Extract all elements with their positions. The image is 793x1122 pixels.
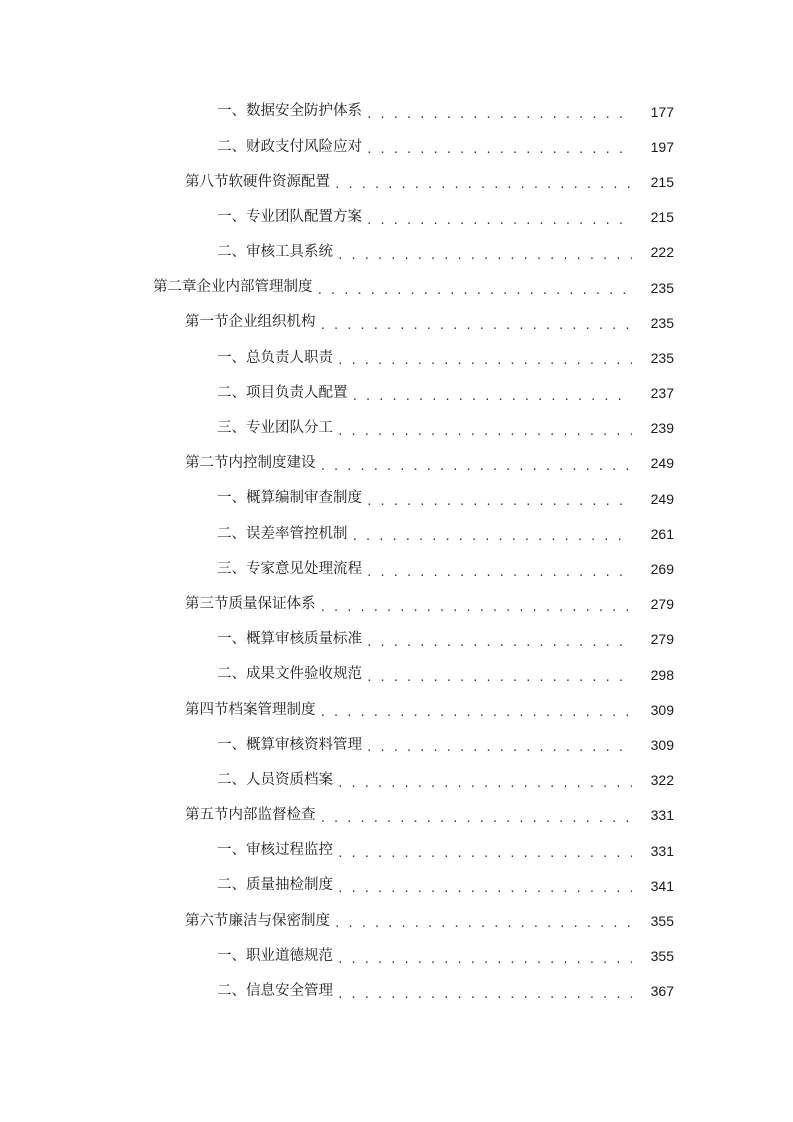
toc-entry-title: 企业内部管理制度 (196, 279, 313, 296)
toc-entry-item[interactable] (0, 235, 793, 270)
toc-entry-number: 一、 (217, 631, 246, 648)
toc-entry-number: 一、 (217, 208, 246, 225)
toc-entry-chapter[interactable] (0, 270, 793, 305)
toc-entry-item[interactable] (0, 622, 793, 657)
toc-entry-title: 质量保证体系 (228, 595, 316, 612)
toc-entry-number: 二、 (217, 877, 246, 894)
dot-leader (320, 707, 633, 718)
toc-entry-number: 第二节 (185, 455, 229, 472)
dot-leader (352, 531, 633, 542)
toc-entry-title: 财政支付风险应对 (246, 138, 362, 155)
dot-leader (337, 848, 632, 859)
toc-entry-section[interactable] (0, 587, 793, 622)
toc-entry-page-number: 237 (650, 385, 674, 402)
toc-entry-number: 一、 (217, 103, 246, 120)
toc-entry-page-number: 331 (650, 842, 674, 859)
dot-leader (334, 179, 632, 190)
toc-entry-page-number: 249 (650, 455, 674, 472)
toc-entry-item[interactable] (0, 974, 793, 1009)
toc-entry-number: 第八节 (185, 173, 229, 190)
toc-entry-number: 第四节 (185, 701, 229, 718)
toc-entry-title: 专家意见处理流程 (246, 560, 362, 577)
toc-entry-page-number: 215 (650, 209, 674, 226)
dot-leader (366, 637, 632, 648)
toc-entry-page-number: 235 (650, 349, 674, 366)
toc-entry-page-number: 322 (650, 772, 674, 789)
toc-entry-page-number: 355 (650, 948, 674, 965)
toc-entry-page-number: 235 (650, 314, 674, 331)
toc-entry-page-number: 355 (650, 912, 674, 929)
toc-entry-section[interactable] (0, 446, 793, 481)
toc-entry-item[interactable] (0, 833, 793, 868)
toc-entry-number: 一、 (217, 490, 246, 507)
dot-leader (317, 285, 633, 296)
toc-entry-title: 质量抽检制度 (246, 877, 333, 894)
toc-entry-number: 一、 (217, 947, 246, 964)
dot-leader (337, 426, 632, 437)
toc-entry-title: 概算审核资料管理 (246, 736, 362, 753)
toc-entry-page-number: 309 (650, 701, 674, 718)
toc-entry-number: 一、 (217, 842, 246, 859)
dot-leader (337, 250, 632, 261)
toc-entry-page-number: 341 (650, 877, 674, 894)
dot-leader (337, 778, 632, 789)
toc-entry-page-number: 367 (650, 983, 674, 1000)
dot-leader (337, 883, 632, 894)
toc-entry-page-number: 249 (650, 490, 674, 507)
dot-leader (320, 602, 633, 613)
toc-entry-number: 二、 (217, 666, 246, 683)
toc-entry-title: 廉洁与保密制度 (228, 912, 330, 929)
toc-entry-number: 二、 (217, 983, 246, 1000)
dot-leader (352, 391, 633, 402)
toc-entry-item[interactable] (0, 481, 793, 516)
toc-entry-section[interactable] (0, 164, 793, 199)
dot-leader (337, 355, 632, 366)
toc-entry-page-number: 298 (650, 666, 674, 683)
toc-entry-title: 审核工具系统 (246, 244, 333, 261)
toc-entry-page-number: 331 (650, 807, 674, 824)
dot-leader (320, 461, 633, 472)
toc-entry-number: 二、 (217, 525, 246, 542)
toc-entry-page-number: 309 (650, 736, 674, 753)
toc-entry-number: 二、 (217, 244, 246, 261)
toc-entry-item[interactable] (0, 939, 793, 974)
toc-entry-page-number: 222 (650, 244, 674, 261)
toc-entry-page-number: 279 (650, 596, 674, 613)
dot-leader (366, 672, 632, 683)
toc-entry-title: 总负责人职责 (246, 349, 333, 366)
dot-leader (320, 320, 633, 331)
dot-leader (366, 567, 632, 578)
toc-entry-title: 职业道德规范 (246, 947, 333, 964)
toc-entry-section[interactable] (0, 692, 793, 727)
dot-leader (366, 742, 632, 753)
toc-entry-title: 软硬件资源配置 (228, 173, 330, 190)
toc-entry-page-number: 235 (650, 279, 674, 296)
toc-entry-title: 概算审核质量标准 (246, 631, 362, 648)
toc-entry-item[interactable] (0, 376, 793, 411)
toc-entry-number: 第二章 (153, 279, 197, 296)
dot-leader (366, 215, 632, 226)
table-of-contents (0, 94, 793, 1009)
toc-entry-title: 审核过程监控 (246, 842, 333, 859)
toc-entry-title: 信息安全管理 (246, 983, 333, 1000)
toc-entry-title: 误差率管控机制 (246, 525, 348, 542)
toc-entry-page-number: 261 (650, 525, 674, 542)
toc-entry-title: 专业团队配置方案 (246, 208, 362, 225)
toc-entry-item[interactable] (0, 657, 793, 692)
toc-entry-title: 人员资质档案 (246, 771, 333, 788)
dot-leader (337, 954, 632, 965)
toc-entry-number: 三、 (217, 420, 246, 437)
toc-entry-title: 概算编制审查制度 (246, 490, 362, 507)
toc-entry-item[interactable] (0, 727, 793, 762)
toc-entry-number: 三、 (217, 560, 246, 577)
dot-leader (366, 109, 632, 120)
toc-entry-title: 成果文件验收规范 (246, 666, 362, 683)
dot-leader (337, 989, 632, 1000)
toc-entry-number: 二、 (217, 384, 246, 401)
toc-entry-title: 数据安全防护体系 (246, 103, 362, 120)
toc-entry-title: 专业团队分工 (246, 420, 333, 437)
toc-entry-number: 一、 (217, 736, 246, 753)
toc-entry-title: 档案管理制度 (228, 701, 316, 718)
toc-entry-item[interactable] (0, 340, 793, 375)
toc-entry-number: 第三节 (185, 595, 229, 612)
toc-entry-item[interactable] (0, 411, 793, 446)
toc-entry-item[interactable] (0, 94, 793, 129)
toc-entry-title: 企业组织机构 (228, 314, 316, 331)
toc-entry-section[interactable] (0, 903, 793, 938)
toc-entry-item[interactable] (0, 551, 793, 586)
dot-leader (366, 496, 632, 507)
toc-entry-page-number: 279 (650, 631, 674, 648)
toc-entry-title: 内部监督检查 (228, 807, 316, 824)
toc-entry-section[interactable] (0, 305, 793, 340)
toc-entry-title: 内控制度建设 (228, 455, 316, 472)
toc-entry-item[interactable] (0, 516, 793, 551)
toc-entry-section[interactable] (0, 798, 793, 833)
toc-entry-number: 第六节 (185, 912, 229, 929)
toc-entry-item[interactable] (0, 763, 793, 798)
toc-entry-number: 第一节 (185, 314, 229, 331)
toc-entry-number: 一、 (217, 349, 246, 366)
toc-entry-page-number: 239 (650, 420, 674, 437)
toc-entry-number: 第五节 (185, 807, 229, 824)
toc-entry-title: 项目负责人配置 (246, 384, 348, 401)
toc-entry-number: 二、 (217, 771, 246, 788)
toc-entry-page-number: 177 (650, 103, 674, 120)
toc-entry-number: 二、 (217, 138, 246, 155)
dot-leader (320, 813, 633, 824)
toc-entry-item[interactable] (0, 868, 793, 903)
toc-entry-page-number: 215 (650, 173, 674, 190)
dot-leader (366, 144, 632, 155)
toc-entry-page-number: 269 (650, 561, 674, 578)
toc-entry-item[interactable] (0, 200, 793, 235)
toc-entry-item[interactable] (0, 129, 793, 164)
toc-entry-page-number: 197 (650, 138, 674, 155)
dot-leader (334, 918, 632, 929)
